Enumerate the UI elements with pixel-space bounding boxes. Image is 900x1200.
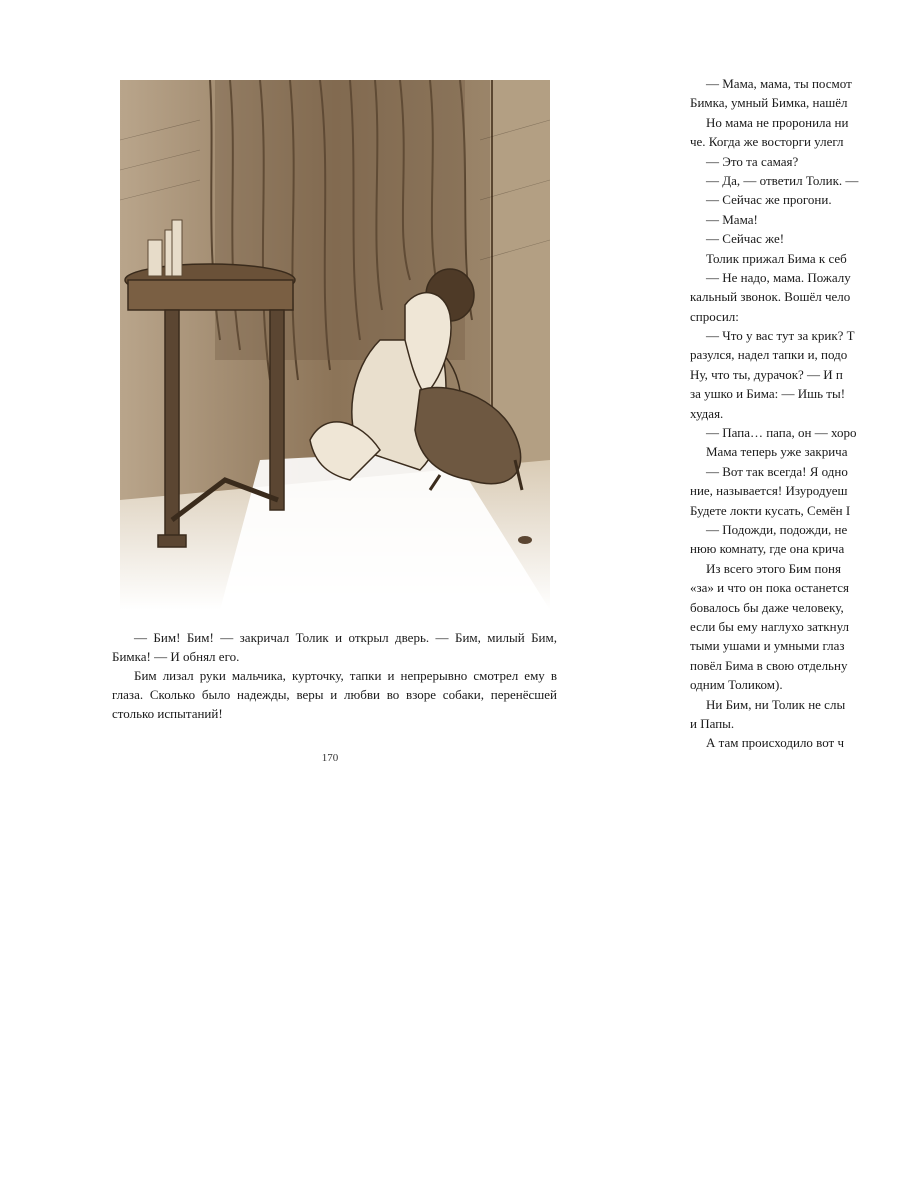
text-line: — Что у вас тут за крик? Т: [706, 328, 855, 344]
text-line: нюю комнату, где она крича: [690, 541, 845, 557]
text-line: бовалось бы даже человеку,: [690, 599, 844, 615]
text-line: — Сейчас же!: [706, 231, 785, 247]
text-line: «за» и что он пока останется: [690, 580, 849, 596]
text-line: кальный звонок. Вошёл чело: [690, 289, 851, 305]
text-line: — Сейчас же прогони.: [706, 192, 832, 208]
text-line: Будете локти кусать, Семён I: [690, 502, 851, 518]
text-line: — Папа… папа, он — хоро: [706, 425, 857, 441]
left-page-text: [112, 628, 557, 723]
text-line: — Мама!: [706, 211, 758, 227]
text-line: Бимка, умный Бимка, нашёл: [690, 95, 848, 111]
text-line: — Да, — ответил Толик. —: [706, 172, 859, 188]
text-line: если бы ему наглухо заткнул: [690, 618, 849, 634]
text-line: — Не надо, мама. Пожалу: [706, 269, 851, 285]
text-line: Ну, что ты, дурачок? — И п: [690, 366, 843, 382]
paragraph: — Бим! Бим! — закричал Толик и открыл дверь. — Бим, милый Бим, Бимка! — И обнял его.: [112, 630, 557, 664]
right-page: [690, 74, 900, 774]
boy-hugging-dog-illustration: [120, 80, 550, 610]
text-line: Ни Бим, ни Толик не слы: [706, 696, 846, 712]
text-line: Из всего этого Бим поня: [706, 560, 841, 576]
text-line: — Подожди, подожди, не: [706, 521, 848, 537]
text-line: за ушко и Бима: — Ишь ты!: [690, 386, 846, 402]
text-line: А там происходило вот ч: [706, 735, 845, 751]
text-line: Мама теперь уже закрича: [706, 444, 848, 460]
text-line: худая.: [690, 405, 724, 421]
text-line: — Это та самая?: [706, 153, 799, 169]
right-page-text: [690, 74, 900, 753]
page-number: 170: [321, 752, 339, 764]
text-line: повёл Бима в свою отдельну: [690, 657, 848, 673]
text-line: ние, называется! Изуродуеш: [690, 483, 848, 499]
text-line: Толик прижал Бима к себ: [706, 250, 847, 266]
text-line: — Мама, мама, ты посмот: [706, 76, 852, 91]
text-line: одним Толиком).: [690, 677, 783, 693]
text-line: че. Когда же восторги улегл: [690, 134, 844, 150]
illustration: [120, 80, 550, 610]
text-line: тыми ушами и умными глаз: [690, 638, 845, 654]
text-line: спросил:: [690, 308, 739, 324]
text-line: разулся, надел тапки и, подо: [690, 347, 848, 363]
text-line: и Папы.: [690, 715, 735, 731]
text-line: — Вот так всегда! Я одно: [706, 463, 848, 479]
paragraph: Бим лизал руки мальчика, курточку, тапки и непрерывно смотрел ему в глаза. Сколько было надежды, веры и любви во взоре собаки, перенёсшей столько испытаний!: [112, 668, 557, 721]
text-line: Но мама не проронила ни: [706, 114, 849, 130]
